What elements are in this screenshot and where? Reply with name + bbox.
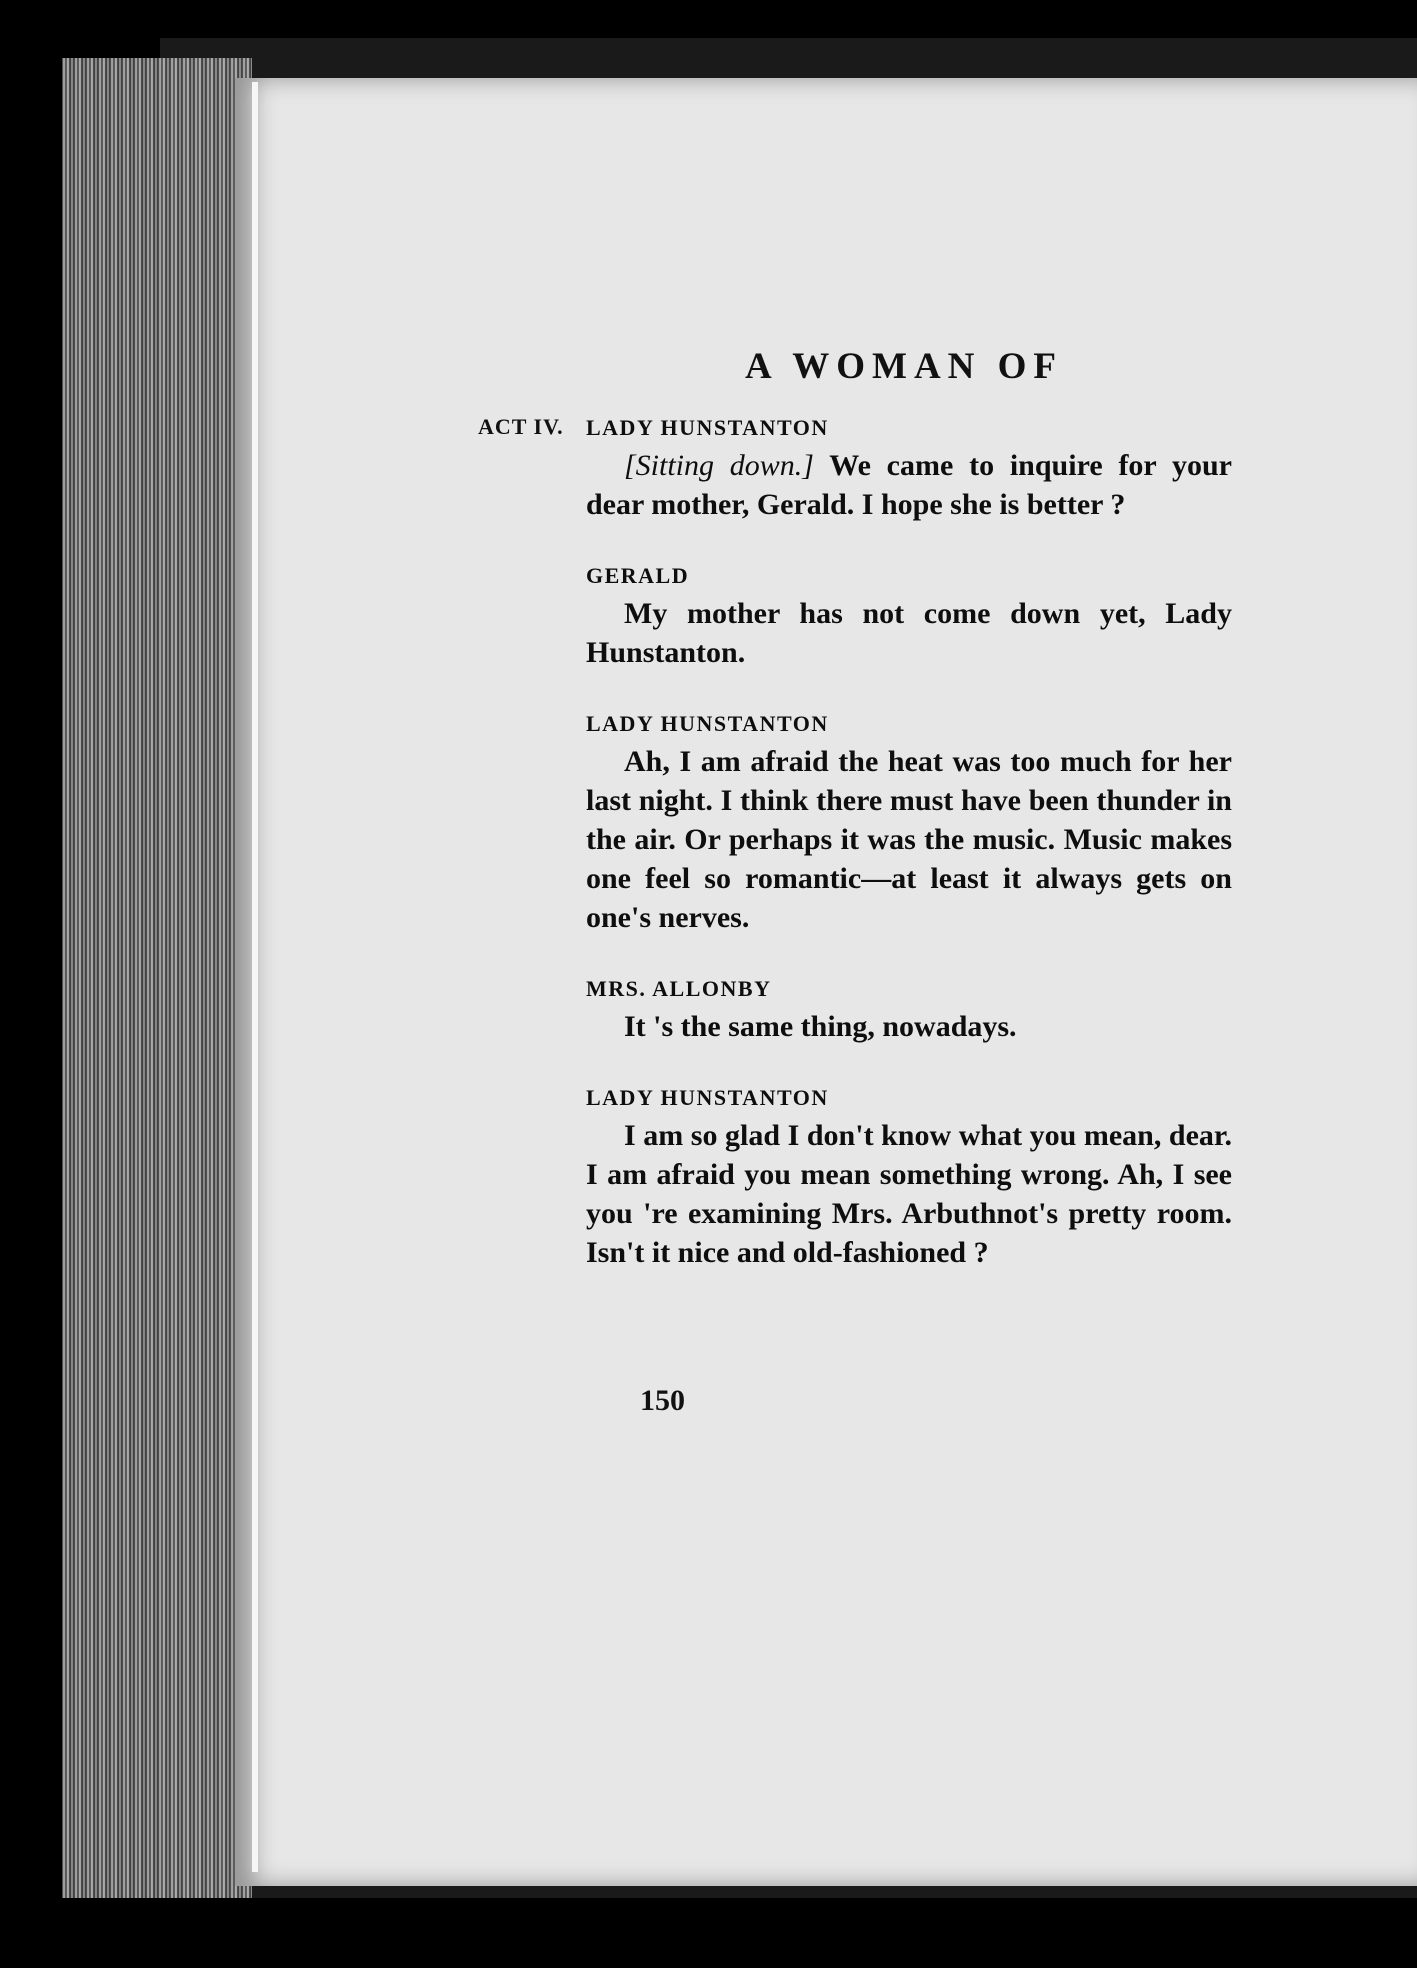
running-head: A WOMAN OF (745, 346, 1064, 387)
speech-text: It 's the same thing, nowadays. (624, 1010, 1017, 1043)
dialogue-block (586, 562, 1232, 672)
dialogue-block (586, 414, 1232, 524)
dialogue-block (586, 710, 1232, 937)
speech-text: My mother has not come down yet, Lady Hunstanton. (586, 597, 1232, 669)
speaker-name: LADY HUNSTANTON (586, 711, 829, 736)
speaker-name: LADY HUNSTANTON (586, 415, 829, 440)
play-text (586, 414, 1232, 1310)
speech-text: Ah, I am afraid the heat was too much for her last night. I think there must have been thunder in the air. Or perhaps it was the music. Music makes one feel so romantic—at least it always gets on one's nerves. (586, 745, 1232, 934)
speech-text: I am so glad I don't know what you mean, dear. I am afraid you mean something wrong. Ah, I see you 're examining Mrs. Arbuthnot's pretty room. Isn't it nice and old-fashioned ? (586, 1119, 1232, 1269)
stage-direction: [Sitting down.] (624, 449, 814, 482)
page-edges (62, 58, 252, 1898)
speech-line: We came to inquire for your dear mother, Gerald. I hope she is better ? (586, 449, 1232, 521)
speaker-name: MRS. ALLONBY (586, 976, 772, 1001)
dialogue-block (586, 1084, 1232, 1272)
page-number: 150 (640, 1384, 685, 1417)
dialogue-block (586, 975, 1232, 1046)
page-gutter (252, 82, 258, 1872)
speaker-name: LADY HUNSTANTON (586, 1085, 829, 1110)
speaker-name: GERALD (586, 563, 690, 588)
act-label: ACT IV. (478, 414, 564, 439)
speech-text (586, 446, 1232, 524)
